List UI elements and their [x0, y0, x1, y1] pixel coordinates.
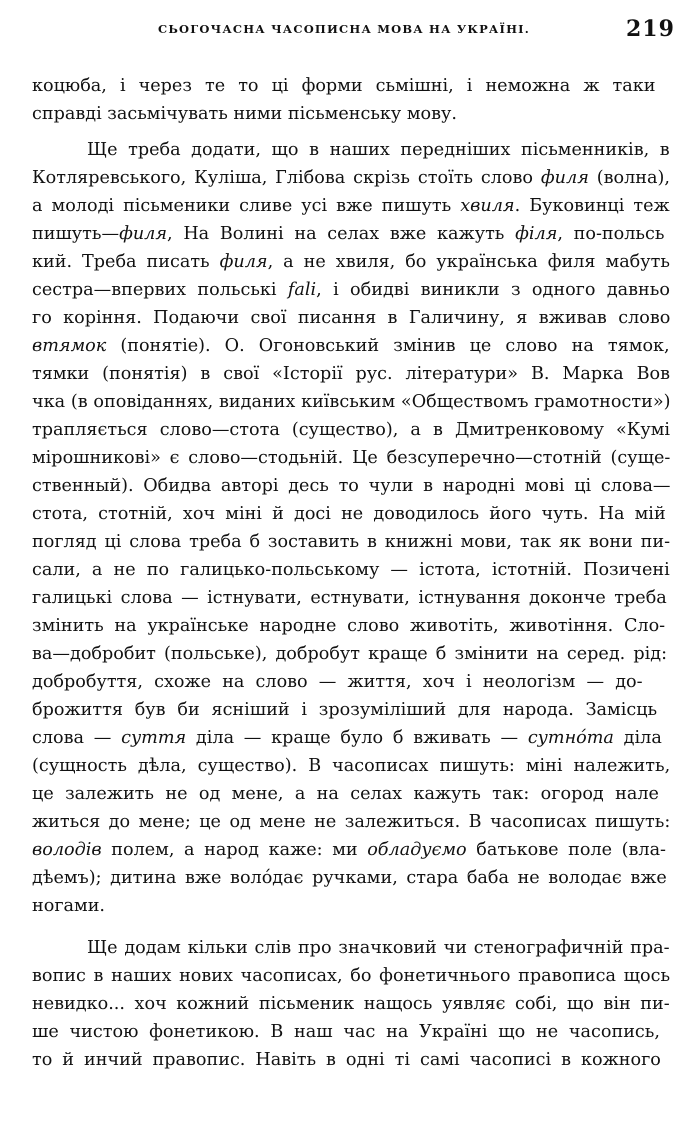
- text-run: ва—добробит (польське), добробут краще б змінити на серед. рід:: [32, 644, 668, 664]
- text-run: погляд ці слова треба б зоставить в книжні мови, так як вони пи-: [32, 532, 671, 552]
- line-text: [32, 100, 457, 128]
- text-run: ственный). Обидва авторі десь то чули в народні мові ці слова—: [32, 476, 671, 496]
- line-text: [32, 72, 656, 100]
- text-run: діла: [613, 728, 662, 748]
- line-text: [32, 1046, 661, 1074]
- italic-word: обладуємо: [367, 840, 467, 860]
- line-text: [32, 332, 670, 360]
- italic-word: втямок: [32, 336, 107, 356]
- text-run: (понятіе). О. Огоновський змінив це слово на тямок,: [106, 336, 670, 356]
- line-text: [32, 892, 105, 920]
- text-run: Ще додам кільки слів про значковий чи стенографичній пра-: [87, 938, 670, 958]
- text-run: то й инчий правопис. Навіть в одні ті самі часописі в кожного: [32, 1050, 661, 1070]
- line-text: [32, 388, 670, 416]
- text-run: ше чистою фонетикою. В наш час на Україні що не часопись,: [32, 1022, 660, 1042]
- line-text: [32, 304, 670, 332]
- text-run: . Буковинці теж: [514, 196, 670, 216]
- text-run: , На Волині на селах вже кажуть: [167, 224, 516, 244]
- text-run: дѣемъ); дитина вже волóдає ручками, стара баба не володає вже: [32, 868, 667, 888]
- line-text: [32, 192, 670, 220]
- italic-word: филя: [119, 224, 168, 244]
- text-run: мірошникові» є слово—стодьній. Це безсуперечно—стотній (суще-: [32, 448, 671, 468]
- italic-word: хвиля: [460, 196, 515, 216]
- line-text: [32, 864, 667, 892]
- text-run: житься до мене; це од мене не залежиться. В часописах пишуть:: [32, 812, 671, 832]
- line-text: [32, 990, 670, 1018]
- line-text: [32, 164, 670, 192]
- line-text: [32, 416, 670, 444]
- italic-word: володів: [32, 840, 102, 860]
- text-run: добробуття, схоже на слово — життя, хоч і неологізм — до-: [32, 672, 643, 692]
- line-text: [32, 962, 670, 990]
- text-run: змінить на українське народне слово животіть, животіння. Сло-: [32, 616, 666, 636]
- line-text: [32, 584, 667, 612]
- line-text: [32, 696, 657, 724]
- text-run: слова —: [32, 728, 122, 748]
- italic-word: falі: [287, 280, 317, 300]
- text-run: , по-польсь: [557, 224, 665, 244]
- line-text: [32, 472, 670, 500]
- line-text: [32, 556, 670, 584]
- line-text: [32, 808, 670, 836]
- line-text: [32, 668, 643, 696]
- text-run: го коріння. Подаючи свої писання в Галичину, я вживав слово: [32, 308, 671, 328]
- text-run: трапляється слово—стота (существо), а в Дмитренковому «Кумі: [32, 420, 671, 440]
- text-run: ногами.: [32, 896, 106, 916]
- italic-word: филя: [219, 252, 268, 272]
- text-run: Ще треба додати, що в наших передніших пісьменників, в: [87, 140, 670, 160]
- italic-word: филя: [540, 168, 589, 188]
- line-text: [32, 528, 670, 556]
- text-run: пишуть—: [32, 224, 120, 244]
- text-run: сали, а не по галицько-польському — істота, істотній. Позичені: [32, 560, 670, 580]
- text-run: невидко... хоч кожний пісьменик нащось уявляє собі, що він пи-: [32, 994, 670, 1014]
- text-run: коцюба, і через те то ці форми сьмішні, і неможна ж таки: [32, 76, 656, 96]
- line-text: [87, 136, 670, 164]
- text-run: сестра—впервих польські: [32, 280, 288, 300]
- text-run: стота, стотній, хоч міні й досі не доводилось його чуть. На мій: [32, 504, 666, 524]
- line-text: [32, 444, 670, 472]
- italic-word: філя: [515, 224, 558, 244]
- line-text: [32, 612, 665, 640]
- line-text: [32, 640, 667, 668]
- text-run: батькове поле (вла-: [466, 840, 667, 860]
- page-number: 219: [626, 16, 675, 42]
- text-run: кий. Треба писать: [32, 252, 220, 272]
- text-run: брожиття був би ясніший і зрозуміліший для народа. Замісць: [32, 700, 658, 720]
- text-run: а молоді пісьменики сливе усі вже пишуть: [32, 196, 461, 216]
- text-run: полем, а народ каже: ми: [101, 840, 368, 860]
- text-run: вопис в наших нових часописах, бо фонетичнього правописа щось: [32, 966, 671, 986]
- italic-word: сутнóта: [527, 728, 614, 748]
- line-text: [32, 1018, 660, 1046]
- line-text: [32, 836, 666, 864]
- line-text: [32, 220, 664, 248]
- line-text: [32, 724, 662, 752]
- text-run: діла — краще було б вживать —: [186, 728, 528, 748]
- text-run: , а не хвиля, бо українська филя мабуть: [267, 252, 670, 272]
- line-text: [32, 248, 670, 276]
- line-text: [32, 500, 666, 528]
- line-text: [32, 752, 670, 780]
- text-run: (волна),: [588, 168, 670, 188]
- text-run: чка (в оповіданнях, виданих київським «Обществомъ грамотности»): [32, 392, 671, 412]
- text-run: це залежить не од мене, а на селах кажуть так: огород нале: [32, 784, 659, 804]
- running-head: СЬОГОЧАСНА ЧАСОПИСНА МОВА НА УКРАЇНІ.: [158, 22, 530, 36]
- line-text: [87, 934, 670, 962]
- text-run: , і обидві виникли з одного давньо: [316, 280, 670, 300]
- line-text: [32, 780, 659, 808]
- text-run: галицькі слова — істнувати, естнувати, істнування доконче треба: [32, 588, 667, 608]
- italic-word: суття: [121, 728, 187, 748]
- text-run: справді засьмічувать ними пісьменську мову.: [32, 104, 457, 124]
- line-text: [32, 360, 670, 388]
- text-run: Котляревського, Куліша, Глібова скрізь стоїть слово: [32, 168, 541, 188]
- text-run: тямки (понятія) в свої «Історії рус. літератури» В. Марка Вов: [32, 364, 670, 384]
- line-text: [32, 276, 670, 304]
- text-run: (сущность дѣла, существо). В часописах пишуть: міні належить,: [32, 756, 671, 776]
